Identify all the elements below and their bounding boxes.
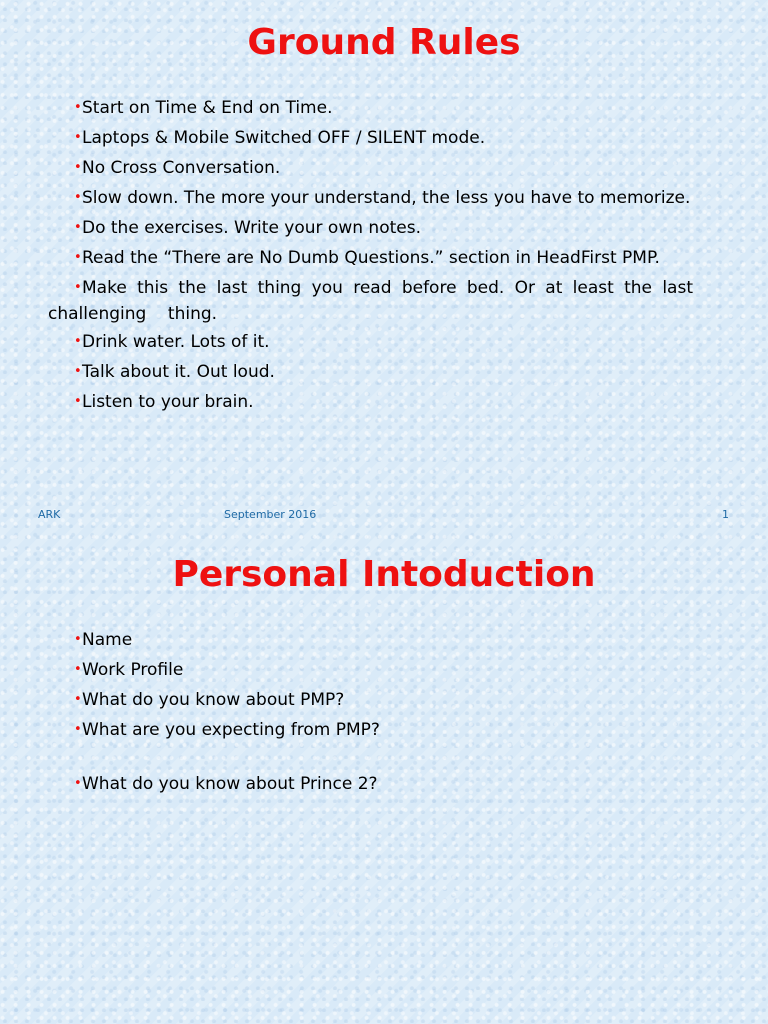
list-item: •Talk about it. Out loud. xyxy=(74,362,275,382)
footer-author: ARK xyxy=(38,508,61,521)
bullet-icon: • xyxy=(74,250,82,265)
list-item: •Name xyxy=(74,630,133,650)
bullet-icon: • xyxy=(74,632,82,647)
list-item: •Do the exercises. Write your own notes. xyxy=(74,218,421,238)
list-item: •Work Profile xyxy=(74,660,184,680)
bullet-icon: • xyxy=(74,364,82,379)
list-item: •Listen to your brain. xyxy=(74,392,254,412)
bullet-icon: • xyxy=(74,220,82,235)
list-item: •What do you know about Prince 2? xyxy=(74,774,378,794)
bullet-icon: • xyxy=(74,692,82,707)
footer-date: September 2016 xyxy=(224,508,317,521)
bullet-icon: • xyxy=(74,280,82,295)
list-item: •Drink water. Lots of it. xyxy=(74,332,270,352)
bullet-icon: • xyxy=(74,722,82,737)
bullet-icon: • xyxy=(74,190,82,205)
bullet-icon: • xyxy=(74,130,82,145)
slide1-title: Ground Rules xyxy=(247,22,521,63)
list-item: •No Cross Conversation. xyxy=(74,158,281,178)
list-item: •What are you expecting from PMP? xyxy=(74,720,380,740)
bullet-icon: • xyxy=(74,334,82,349)
bullet-icon: • xyxy=(74,662,82,677)
list-item: •Make this the last thing you read before bed. Or at least the last challenging thing. xyxy=(48,278,699,324)
slide2-bullet-list xyxy=(48,628,693,802)
bullet-icon: • xyxy=(74,100,82,115)
bullet-icon: • xyxy=(74,776,82,791)
slide2-title: Personal Intoduction xyxy=(172,554,596,595)
list-item: •Laptops & Mobile Switched OFF / SILENT mode. xyxy=(74,128,486,148)
list-item: •Start on Time & End on Time. xyxy=(74,98,333,118)
list-item: •Slow down. The more your understand, the less you have to memorize. xyxy=(74,188,691,208)
bullet-icon: • xyxy=(74,394,82,409)
slide1-bullet-list xyxy=(48,96,699,420)
footer-page-number: 1 xyxy=(722,508,729,521)
list-item: •What do you know about PMP? xyxy=(74,690,345,710)
bullet-icon: • xyxy=(74,160,82,175)
list-item: •Read the “There are No Dumb Questions.” section in HeadFirst PMP. xyxy=(74,248,660,268)
